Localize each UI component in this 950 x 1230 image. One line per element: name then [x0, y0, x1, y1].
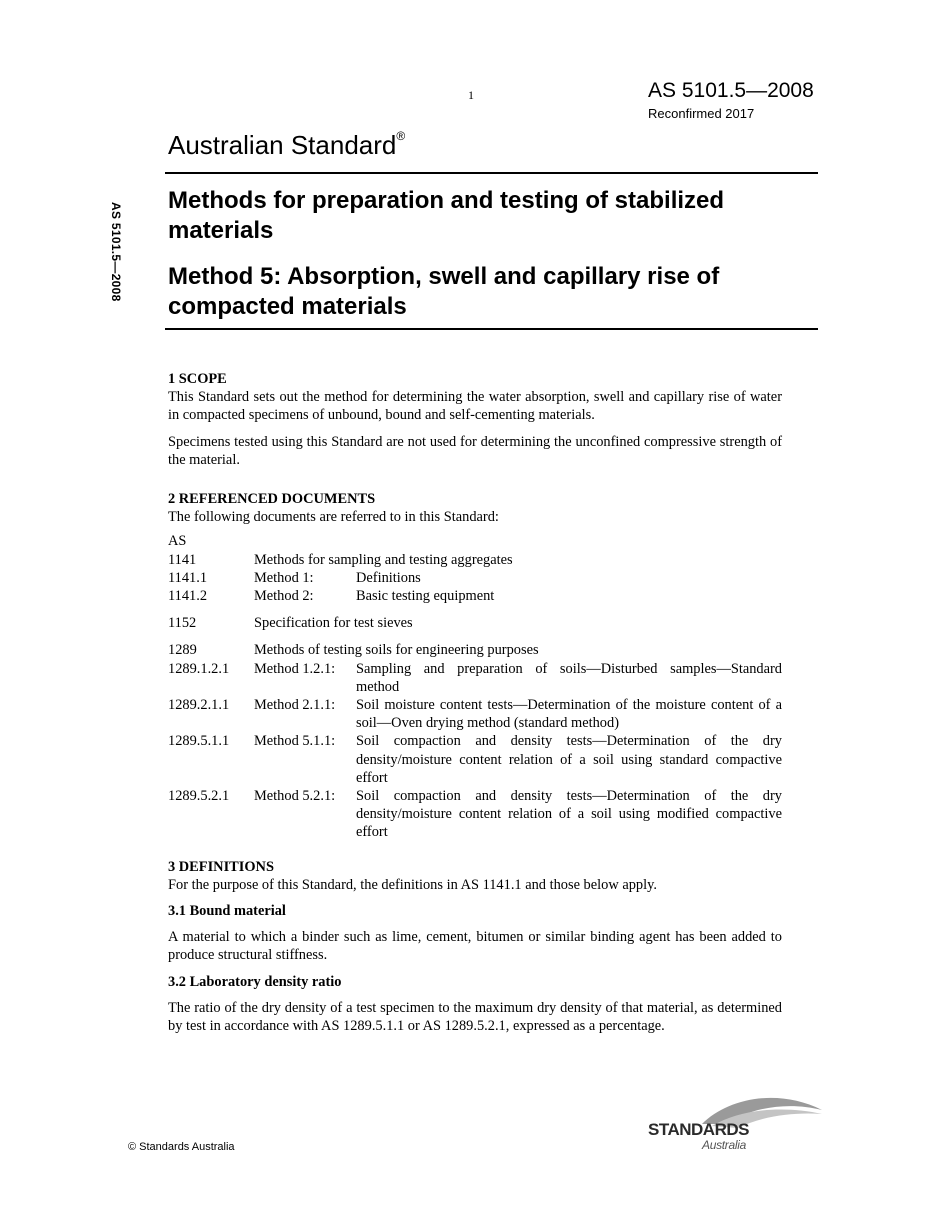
page-number: 1 [468, 88, 474, 102]
standards-australia-logo [648, 1088, 823, 1154]
reference-method: Method 5.2.1: [254, 788, 336, 805]
reference-desc: Soil compaction and density tests—Determination of the dry density/moisture content relation of a soil using modified compactive effort [356, 788, 782, 841]
method-title: Method 5: Absorption, swell and capillary rise of compacted materials [168, 263, 720, 320]
definition-text-density-ratio: The ratio of the dry density of a test specimen to the maximum dry density of that material, as determined by test in accordance with AS 1289.5.1.1 or AS 1289.5.2.1, expressed as a percentage. [168, 999, 782, 1035]
reference-code: 1289.2.1.1 [168, 697, 230, 714]
reference-method: Method 1.2.1: [254, 660, 336, 677]
section-heading-scope: 1 SCOPE [168, 371, 227, 387]
brand-title [168, 130, 405, 161]
reference-group-as: AS [168, 533, 187, 550]
reference-item [168, 551, 782, 569]
reference-code: 1141.2 [168, 588, 208, 605]
reference-desc: Sampling and preparation of soils—Disturbed samples—Standard method [356, 660, 782, 695]
reference-code: 1152 [168, 615, 197, 632]
reference-item [168, 787, 782, 842]
logo-word-australia: Australia [702, 1138, 746, 1152]
reference-item [168, 614, 782, 632]
reference-method: Method 1: [254, 569, 314, 586]
reference-code: 1141.1 [168, 569, 208, 586]
reference-method: Method 2: [254, 588, 314, 605]
reference-method: Method 5.1.1: [254, 733, 336, 750]
reference-list [168, 532, 782, 841]
definition-heading-density-ratio: 3.2 Laboratory density ratio [168, 973, 342, 990]
reconfirmed-date: Reconfirmed 2017 [648, 106, 755, 121]
brand-title-text: Australian Standard [168, 130, 397, 160]
title-rule-bottom [165, 328, 818, 330]
reference-item [168, 660, 782, 696]
registered-mark: ® [396, 129, 406, 144]
reference-code: 1289.5.1.1 [168, 733, 230, 750]
reference-desc: Soil moisture content tests—Determination of the moisture content of a soil—Oven drying method (standard method) [356, 697, 782, 732]
reference-group-label [168, 532, 782, 550]
reference-item [168, 587, 782, 605]
document-title: Methods for preparation and testing of stabilized materials [168, 187, 725, 244]
scope-paragraph-1: This Standard sets out the method for determining the water absorption, swell and capillary rise of water in compacted specimens of unbound, bound and self-cementing materials. [168, 389, 782, 424]
logo-word-standards: STANDARDS [648, 1120, 749, 1139]
reference-desc: Basic testing equipment [356, 588, 495, 605]
reference-item [168, 696, 782, 732]
title-rule-top [165, 172, 818, 174]
side-standard-label: AS 5101.5—2008 [109, 202, 123, 302]
reference-desc: Definitions [356, 569, 421, 586]
standard-number: AS 5101.5—2008 [648, 79, 814, 102]
reference-item [168, 732, 782, 787]
reference-code: 1289 [168, 642, 197, 659]
reference-desc: Soil compaction and density tests—Determination of the dry density/moisture content relation of a soil using standard compactive effort [356, 733, 782, 786]
reference-desc: Methods for sampling and testing aggregates [254, 551, 513, 568]
reference-desc: Specification for test sieves [254, 615, 413, 632]
section-heading-definitions: 3 DEFINITIONS [168, 858, 274, 875]
section-heading-references: 2 REFERENCED DOCUMENTS [168, 491, 376, 508]
reference-method: Method 2.1.1: [254, 697, 336, 714]
reference-item [168, 569, 782, 587]
definitions-intro: For the purpose of this Standard, the definitions in AS 1141.1 and those below apply. [168, 876, 657, 893]
reference-code: 1289.1.2.1 [168, 660, 230, 677]
scope-paragraph-2: Specimens tested using this Standard are not used for determining the unconfined compressive strength of the material. [168, 433, 782, 468]
reference-code: 1141 [168, 551, 197, 568]
reference-code: 1289.5.2.1 [168, 788, 230, 805]
reference-desc: Methods of testing soils for engineering purposes [254, 642, 539, 659]
copyright-notice: © Standards Australia [128, 1141, 235, 1153]
definition-heading-bound-material: 3.1 Bound material [168, 903, 286, 920]
references-intro: The following documents are referred to in this Standard: [168, 509, 499, 526]
definition-text-bound-material: A material to which a binder such as lime, cement, bitumen or similar binding agent has been added to produce structural stiffness. [168, 929, 782, 964]
reference-item [168, 641, 782, 659]
document-body [168, 370, 782, 1035]
